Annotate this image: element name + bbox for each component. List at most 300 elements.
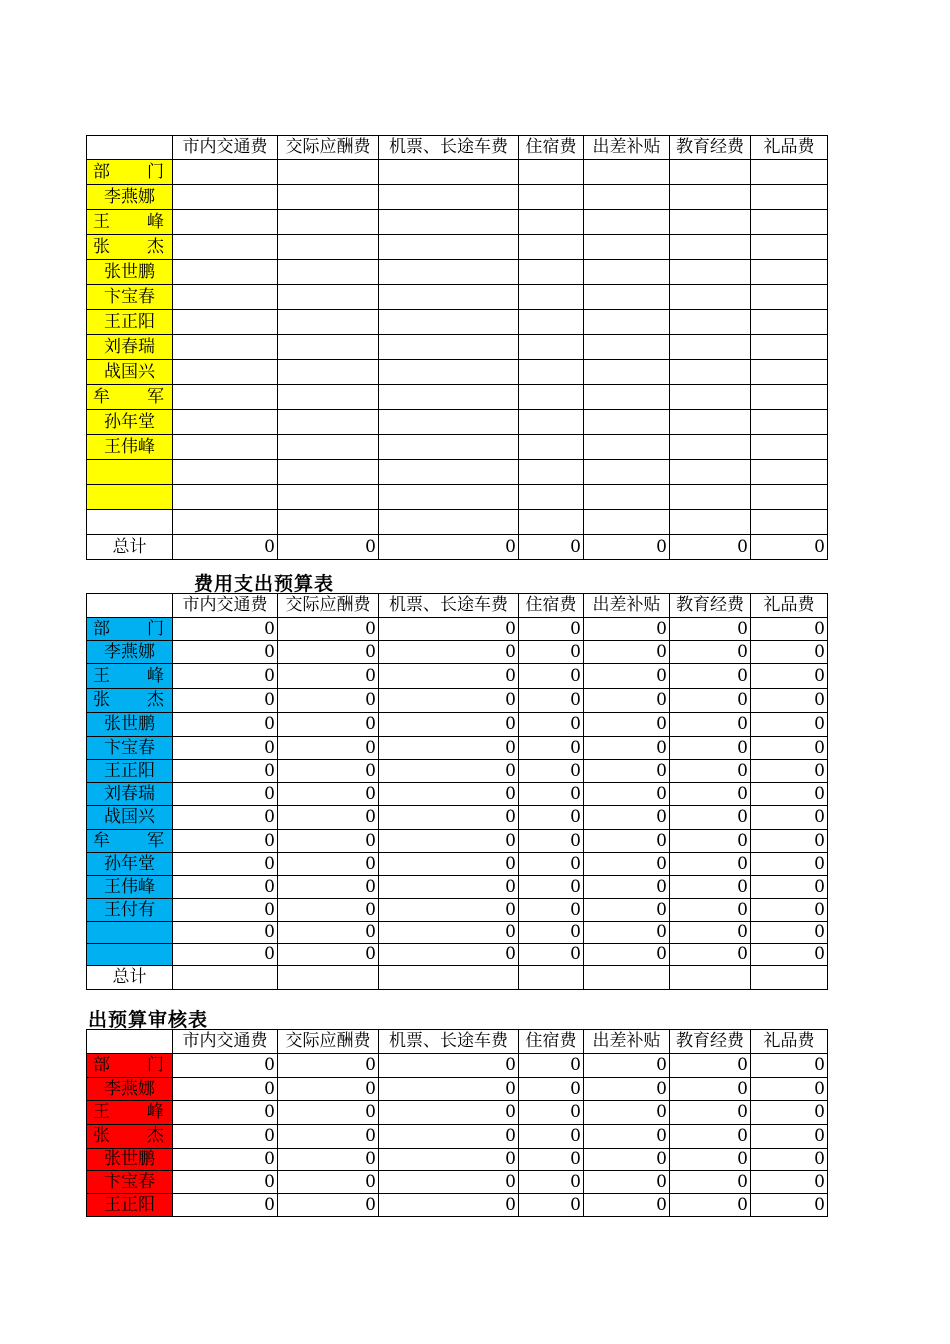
- value-cell[interactable]: 0: [751, 1101, 828, 1125]
- value-cell[interactable]: [379, 410, 519, 435]
- value-cell[interactable]: [519, 510, 584, 535]
- value-cell[interactable]: [584, 235, 670, 260]
- value-cell[interactable]: 0: [584, 899, 670, 922]
- value-cell[interactable]: [173, 435, 278, 460]
- value-cell[interactable]: 0: [173, 830, 278, 853]
- value-cell[interactable]: [519, 160, 584, 185]
- value-cell[interactable]: [519, 335, 584, 360]
- value-cell[interactable]: 0: [379, 1194, 519, 1217]
- value-cell[interactable]: 0: [670, 853, 751, 876]
- value-cell[interactable]: [278, 435, 379, 460]
- column-header[interactable]: 市内交通费: [173, 1030, 278, 1054]
- value-cell[interactable]: 0: [173, 664, 278, 689]
- row-name-cell[interactable]: 王 峰: [87, 1101, 173, 1125]
- column-header[interactable]: 出差补贴: [584, 594, 670, 618]
- value-cell[interactable]: [173, 460, 278, 485]
- value-cell[interactable]: 0: [751, 853, 828, 876]
- column-header[interactable]: 市内交通费: [173, 136, 278, 160]
- value-cell[interactable]: [670, 285, 751, 310]
- value-cell[interactable]: 0: [278, 944, 379, 966]
- value-cell[interactable]: 0: [278, 760, 379, 783]
- value-cell[interactable]: [379, 485, 519, 510]
- value-cell[interactable]: 0: [670, 922, 751, 944]
- value-cell[interactable]: [751, 310, 828, 335]
- value-cell[interactable]: 0: [584, 876, 670, 899]
- value-cell[interactable]: 0: [670, 1101, 751, 1125]
- value-cell[interactable]: 0: [584, 1171, 670, 1194]
- value-cell[interactable]: [379, 235, 519, 260]
- total-value-cell[interactable]: [519, 966, 584, 990]
- value-cell[interactable]: 0: [670, 1078, 751, 1101]
- value-cell[interactable]: [670, 460, 751, 485]
- row-name-cell[interactable]: [87, 460, 173, 485]
- value-cell[interactable]: [584, 410, 670, 435]
- value-cell[interactable]: 0: [278, 783, 379, 806]
- column-header[interactable]: 机票、长途车费: [379, 1030, 519, 1054]
- row-name-cell[interactable]: 卞宝春: [87, 737, 173, 760]
- row-name-cell[interactable]: 孙年堂: [87, 410, 173, 435]
- value-cell[interactable]: [379, 160, 519, 185]
- value-cell[interactable]: 0: [278, 899, 379, 922]
- value-cell[interactable]: 0: [379, 689, 519, 713]
- row-name-cell[interactable]: 王付有: [87, 899, 173, 922]
- row-name-cell[interactable]: 李燕娜: [87, 641, 173, 664]
- value-cell[interactable]: 0: [379, 899, 519, 922]
- value-cell[interactable]: 0: [584, 806, 670, 830]
- value-cell[interactable]: 0: [584, 737, 670, 760]
- value-cell[interactable]: [519, 410, 584, 435]
- value-cell[interactable]: [173, 160, 278, 185]
- value-cell[interactable]: 0: [584, 664, 670, 689]
- value-cell[interactable]: 0: [379, 1101, 519, 1125]
- value-cell[interactable]: [751, 210, 828, 235]
- value-cell[interactable]: 0: [278, 876, 379, 899]
- total-value-cell[interactable]: 0: [173, 535, 278, 560]
- value-cell[interactable]: [751, 460, 828, 485]
- value-cell[interactable]: 0: [379, 641, 519, 664]
- value-cell[interactable]: 0: [278, 830, 379, 853]
- value-cell[interactable]: 0: [173, 853, 278, 876]
- value-cell[interactable]: 0: [670, 1171, 751, 1194]
- value-cell[interactable]: [519, 260, 584, 285]
- row-name-cell[interactable]: [87, 485, 173, 510]
- value-cell[interactable]: [670, 210, 751, 235]
- value-cell[interactable]: [278, 185, 379, 210]
- value-cell[interactable]: 0: [519, 1101, 584, 1125]
- value-cell[interactable]: 0: [751, 1149, 828, 1171]
- value-cell[interactable]: 0: [670, 618, 751, 641]
- value-cell[interactable]: [173, 360, 278, 385]
- column-header[interactable]: 交际应酬费: [278, 136, 379, 160]
- row-name-cell[interactable]: 刘春瑞: [87, 335, 173, 360]
- corner-cell[interactable]: [87, 1030, 173, 1054]
- value-cell[interactable]: [278, 460, 379, 485]
- column-header[interactable]: 礼品费: [751, 136, 828, 160]
- value-cell[interactable]: [278, 210, 379, 235]
- value-cell[interactable]: [670, 235, 751, 260]
- row-name-cell[interactable]: [87, 922, 173, 944]
- value-cell[interactable]: 0: [670, 783, 751, 806]
- value-cell[interactable]: 0: [278, 806, 379, 830]
- value-cell[interactable]: 0: [379, 876, 519, 899]
- value-cell[interactable]: [751, 185, 828, 210]
- value-cell[interactable]: 0: [751, 899, 828, 922]
- value-cell[interactable]: [379, 310, 519, 335]
- value-cell[interactable]: [584, 385, 670, 410]
- row-name-cell[interactable]: 战国兴: [87, 806, 173, 830]
- value-cell[interactable]: 0: [584, 1149, 670, 1171]
- value-cell[interactable]: [751, 410, 828, 435]
- row-name-cell[interactable]: 王正阳: [87, 1194, 173, 1217]
- value-cell[interactable]: [751, 160, 828, 185]
- value-cell[interactable]: 0: [584, 760, 670, 783]
- value-cell[interactable]: 0: [751, 922, 828, 944]
- value-cell[interactable]: 0: [379, 806, 519, 830]
- value-cell[interactable]: 0: [173, 1078, 278, 1101]
- value-cell[interactable]: [584, 260, 670, 285]
- value-cell[interactable]: [519, 310, 584, 335]
- column-header[interactable]: 出差补贴: [584, 136, 670, 160]
- value-cell[interactable]: [584, 460, 670, 485]
- value-cell[interactable]: 0: [173, 1125, 278, 1149]
- value-cell[interactable]: 0: [584, 783, 670, 806]
- value-cell[interactable]: [379, 385, 519, 410]
- corner-cell[interactable]: [87, 136, 173, 160]
- row-name-cell[interactable]: 张世鹏: [87, 260, 173, 285]
- row-name-cell[interactable]: [87, 944, 173, 966]
- value-cell[interactable]: 0: [173, 1149, 278, 1171]
- row-name-cell[interactable]: 部 门: [87, 160, 173, 185]
- value-cell[interactable]: 0: [751, 1125, 828, 1149]
- value-cell[interactable]: 0: [670, 760, 751, 783]
- column-header[interactable]: 住宿费: [519, 136, 584, 160]
- value-cell[interactable]: 0: [519, 830, 584, 853]
- value-cell[interactable]: 0: [519, 737, 584, 760]
- total-value-cell[interactable]: [173, 966, 278, 990]
- value-cell[interactable]: [751, 485, 828, 510]
- value-cell[interactable]: 0: [584, 853, 670, 876]
- value-cell[interactable]: [379, 285, 519, 310]
- value-cell[interactable]: 0: [519, 641, 584, 664]
- value-cell[interactable]: 0: [379, 830, 519, 853]
- value-cell[interactable]: 0: [751, 1194, 828, 1217]
- total-value-cell[interactable]: 0: [670, 535, 751, 560]
- value-cell[interactable]: [670, 510, 751, 535]
- value-cell[interactable]: [278, 260, 379, 285]
- row-name-cell[interactable]: 王 峰: [87, 664, 173, 689]
- total-value-cell[interactable]: [278, 966, 379, 990]
- value-cell[interactable]: 0: [519, 1194, 584, 1217]
- value-cell[interactable]: 0: [519, 806, 584, 830]
- column-header[interactable]: 教育经费: [670, 136, 751, 160]
- row-name-cell[interactable]: 张 杰: [87, 1125, 173, 1149]
- row-name-cell[interactable]: 张 杰: [87, 235, 173, 260]
- total-value-cell[interactable]: [670, 966, 751, 990]
- value-cell[interactable]: [584, 485, 670, 510]
- value-cell[interactable]: [584, 285, 670, 310]
- value-cell[interactable]: 0: [379, 1078, 519, 1101]
- value-cell[interactable]: 0: [173, 641, 278, 664]
- value-cell[interactable]: [584, 210, 670, 235]
- value-cell[interactable]: 0: [519, 713, 584, 737]
- value-cell[interactable]: 0: [278, 713, 379, 737]
- value-cell[interactable]: [173, 210, 278, 235]
- value-cell[interactable]: [751, 260, 828, 285]
- value-cell[interactable]: 0: [751, 1078, 828, 1101]
- value-cell[interactable]: [278, 410, 379, 435]
- value-cell[interactable]: [278, 310, 379, 335]
- value-cell[interactable]: [173, 485, 278, 510]
- row-name-cell[interactable]: 张世鹏: [87, 713, 173, 737]
- total-value-cell[interactable]: 0: [751, 535, 828, 560]
- value-cell[interactable]: 0: [584, 641, 670, 664]
- value-cell[interactable]: 0: [519, 922, 584, 944]
- value-cell[interactable]: [519, 235, 584, 260]
- row-name-cell[interactable]: 牟 军: [87, 385, 173, 410]
- value-cell[interactable]: [173, 185, 278, 210]
- value-cell[interactable]: 0: [751, 1054, 828, 1078]
- value-cell[interactable]: 0: [278, 1054, 379, 1078]
- value-cell[interactable]: [173, 260, 278, 285]
- value-cell[interactable]: 0: [670, 899, 751, 922]
- value-cell[interactable]: [278, 485, 379, 510]
- row-name-cell[interactable]: 刘春瑞: [87, 783, 173, 806]
- value-cell[interactable]: 0: [751, 944, 828, 966]
- value-cell[interactable]: [173, 310, 278, 335]
- column-header[interactable]: 住宿费: [519, 594, 584, 618]
- value-cell[interactable]: 0: [519, 1149, 584, 1171]
- value-cell[interactable]: [173, 385, 278, 410]
- value-cell[interactable]: [519, 360, 584, 385]
- value-cell[interactable]: 0: [173, 1101, 278, 1125]
- row-name-cell[interactable]: 王正阳: [87, 760, 173, 783]
- value-cell[interactable]: 0: [751, 713, 828, 737]
- value-cell[interactable]: 0: [670, 664, 751, 689]
- value-cell[interactable]: 0: [278, 1171, 379, 1194]
- value-cell[interactable]: 0: [278, 853, 379, 876]
- value-cell[interactable]: 0: [278, 618, 379, 641]
- value-cell[interactable]: [173, 335, 278, 360]
- value-cell[interactable]: [584, 185, 670, 210]
- value-cell[interactable]: 0: [278, 1101, 379, 1125]
- value-cell[interactable]: 0: [379, 922, 519, 944]
- value-cell[interactable]: 0: [278, 1194, 379, 1217]
- row-name-cell[interactable]: 张 杰: [87, 689, 173, 713]
- value-cell[interactable]: 0: [379, 618, 519, 641]
- value-cell[interactable]: 0: [670, 713, 751, 737]
- value-cell[interactable]: 0: [519, 1171, 584, 1194]
- value-cell[interactable]: 0: [379, 1054, 519, 1078]
- value-cell[interactable]: 0: [278, 1149, 379, 1171]
- row-name-cell[interactable]: 王正阳: [87, 310, 173, 335]
- row-name-cell[interactable]: 战国兴: [87, 360, 173, 385]
- value-cell[interactable]: [751, 235, 828, 260]
- value-cell[interactable]: [379, 360, 519, 385]
- value-cell[interactable]: 0: [379, 1171, 519, 1194]
- row-name-cell[interactable]: 李燕娜: [87, 185, 173, 210]
- total-value-cell[interactable]: [584, 966, 670, 990]
- value-cell[interactable]: 0: [278, 737, 379, 760]
- value-cell[interactable]: 0: [278, 1078, 379, 1101]
- value-cell[interactable]: 0: [519, 689, 584, 713]
- value-cell[interactable]: [379, 335, 519, 360]
- value-cell[interactable]: [519, 285, 584, 310]
- total-label[interactable]: 总计: [87, 535, 173, 560]
- value-cell[interactable]: 0: [519, 618, 584, 641]
- value-cell[interactable]: 0: [173, 876, 278, 899]
- value-cell[interactable]: 0: [751, 830, 828, 853]
- row-name-cell[interactable]: 牟 军: [87, 830, 173, 853]
- value-cell[interactable]: [519, 435, 584, 460]
- value-cell[interactable]: 0: [379, 713, 519, 737]
- value-cell[interactable]: [670, 160, 751, 185]
- value-cell[interactable]: 0: [173, 806, 278, 830]
- value-cell[interactable]: 0: [584, 713, 670, 737]
- value-cell[interactable]: [751, 435, 828, 460]
- value-cell[interactable]: 0: [670, 737, 751, 760]
- value-cell[interactable]: 0: [751, 783, 828, 806]
- value-cell[interactable]: [173, 410, 278, 435]
- row-name-cell[interactable]: 孙年堂: [87, 853, 173, 876]
- value-cell[interactable]: 0: [519, 783, 584, 806]
- value-cell[interactable]: [751, 360, 828, 385]
- value-cell[interactable]: 0: [173, 618, 278, 641]
- value-cell[interactable]: 0: [584, 1125, 670, 1149]
- value-cell[interactable]: 0: [173, 713, 278, 737]
- value-cell[interactable]: 0: [173, 1194, 278, 1217]
- value-cell[interactable]: 0: [584, 689, 670, 713]
- value-cell[interactable]: [278, 385, 379, 410]
- value-cell[interactable]: [379, 210, 519, 235]
- column-header[interactable]: 机票、长途车费: [379, 594, 519, 618]
- value-cell[interactable]: [670, 360, 751, 385]
- value-cell[interactable]: 0: [584, 944, 670, 966]
- value-cell[interactable]: [379, 510, 519, 535]
- value-cell[interactable]: 0: [379, 783, 519, 806]
- value-cell[interactable]: 0: [519, 760, 584, 783]
- value-cell[interactable]: 0: [379, 853, 519, 876]
- value-cell[interactable]: 0: [519, 899, 584, 922]
- value-cell[interactable]: 0: [173, 689, 278, 713]
- column-header[interactable]: 交际应酬费: [278, 1030, 379, 1054]
- value-cell[interactable]: 0: [751, 1171, 828, 1194]
- value-cell[interactable]: 0: [379, 1149, 519, 1171]
- corner-cell[interactable]: [87, 594, 173, 618]
- value-cell[interactable]: [670, 385, 751, 410]
- total-value-cell[interactable]: 0: [519, 535, 584, 560]
- value-cell[interactable]: [584, 310, 670, 335]
- column-header[interactable]: 交际应酬费: [278, 594, 379, 618]
- value-cell[interactable]: 0: [519, 853, 584, 876]
- row-name-cell[interactable]: 王伟峰: [87, 435, 173, 460]
- value-cell[interactable]: [519, 460, 584, 485]
- value-cell[interactable]: 0: [751, 664, 828, 689]
- value-cell[interactable]: 0: [670, 689, 751, 713]
- value-cell[interactable]: [670, 485, 751, 510]
- value-cell[interactable]: 0: [751, 806, 828, 830]
- value-cell[interactable]: [278, 285, 379, 310]
- value-cell[interactable]: 0: [584, 1054, 670, 1078]
- value-cell[interactable]: [278, 335, 379, 360]
- value-cell[interactable]: 0: [519, 1125, 584, 1149]
- value-cell[interactable]: [584, 335, 670, 360]
- value-cell[interactable]: 0: [584, 1078, 670, 1101]
- value-cell[interactable]: [670, 410, 751, 435]
- value-cell[interactable]: [379, 185, 519, 210]
- value-cell[interactable]: [379, 460, 519, 485]
- value-cell[interactable]: 0: [670, 1149, 751, 1171]
- row-name-cell[interactable]: 卞宝春: [87, 285, 173, 310]
- column-header[interactable]: 礼品费: [751, 594, 828, 618]
- total-label[interactable]: 总计: [87, 966, 173, 990]
- value-cell[interactable]: [670, 260, 751, 285]
- column-header[interactable]: 礼品费: [751, 1030, 828, 1054]
- value-cell[interactable]: 0: [584, 1101, 670, 1125]
- value-cell[interactable]: 0: [278, 1125, 379, 1149]
- total-value-cell[interactable]: 0: [379, 535, 519, 560]
- value-cell[interactable]: [751, 335, 828, 360]
- value-cell[interactable]: [751, 510, 828, 535]
- value-cell[interactable]: 0: [278, 664, 379, 689]
- value-cell[interactable]: 0: [278, 641, 379, 664]
- total-value-cell[interactable]: 0: [584, 535, 670, 560]
- value-cell[interactable]: 0: [379, 944, 519, 966]
- value-cell[interactable]: [670, 335, 751, 360]
- column-header[interactable]: 出差补贴: [584, 1030, 670, 1054]
- value-cell[interactable]: 0: [751, 737, 828, 760]
- value-cell[interactable]: 0: [379, 1125, 519, 1149]
- value-cell[interactable]: 0: [173, 899, 278, 922]
- value-cell[interactable]: [519, 185, 584, 210]
- value-cell[interactable]: 0: [173, 1171, 278, 1194]
- value-cell[interactable]: 0: [670, 944, 751, 966]
- value-cell[interactable]: 0: [173, 944, 278, 966]
- value-cell[interactable]: 0: [379, 664, 519, 689]
- value-cell[interactable]: 0: [670, 806, 751, 830]
- total-value-cell[interactable]: 0: [278, 535, 379, 560]
- value-cell[interactable]: 0: [173, 760, 278, 783]
- value-cell[interactable]: [584, 160, 670, 185]
- value-cell[interactable]: 0: [584, 618, 670, 641]
- value-cell[interactable]: [519, 485, 584, 510]
- value-cell[interactable]: 0: [173, 783, 278, 806]
- value-cell[interactable]: 0: [751, 618, 828, 641]
- value-cell[interactable]: 0: [379, 737, 519, 760]
- row-name-cell[interactable]: 部 门: [87, 1054, 173, 1078]
- value-cell[interactable]: [670, 185, 751, 210]
- value-cell[interactable]: 0: [379, 760, 519, 783]
- value-cell[interactable]: 0: [584, 830, 670, 853]
- column-header[interactable]: 教育经费: [670, 594, 751, 618]
- total-value-cell[interactable]: [379, 966, 519, 990]
- value-cell[interactable]: [278, 510, 379, 535]
- value-cell[interactable]: 0: [670, 1054, 751, 1078]
- value-cell[interactable]: 0: [519, 664, 584, 689]
- value-cell[interactable]: 0: [519, 1078, 584, 1101]
- value-cell[interactable]: 0: [670, 876, 751, 899]
- value-cell[interactable]: 0: [584, 1194, 670, 1217]
- value-cell[interactable]: 0: [751, 641, 828, 664]
- value-cell[interactable]: [173, 510, 278, 535]
- value-cell[interactable]: 0: [670, 830, 751, 853]
- value-cell[interactable]: [519, 210, 584, 235]
- value-cell[interactable]: 0: [670, 1125, 751, 1149]
- value-cell[interactable]: 0: [751, 760, 828, 783]
- value-cell[interactable]: 0: [670, 641, 751, 664]
- value-cell[interactable]: 0: [519, 944, 584, 966]
- value-cell[interactable]: [584, 360, 670, 385]
- column-header[interactable]: 教育经费: [670, 1030, 751, 1054]
